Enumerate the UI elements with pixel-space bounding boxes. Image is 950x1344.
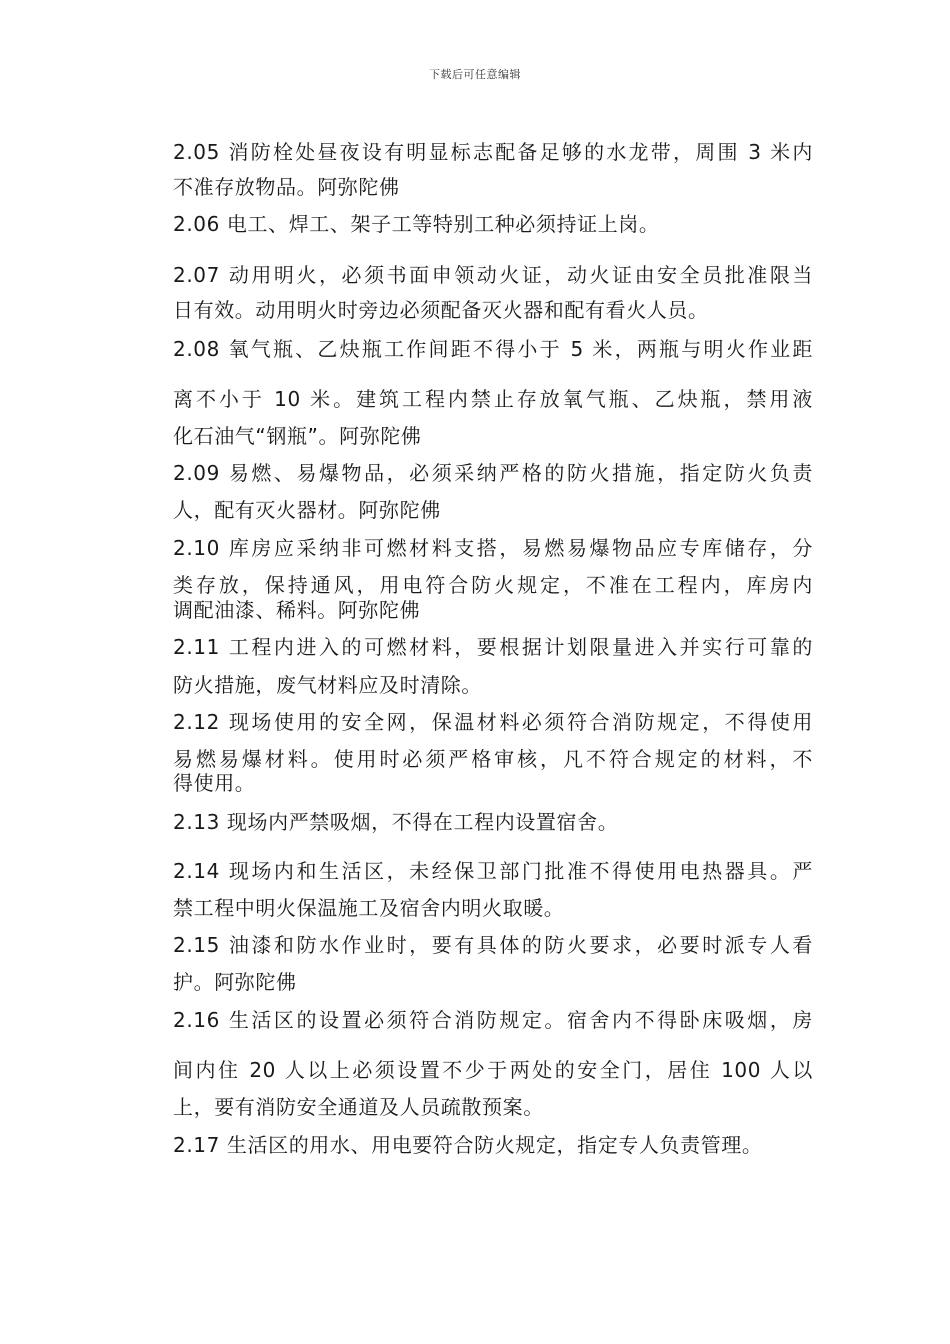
text-line: 2.07 动用明火，必须书面申领动火证，动火证由安全员批准限当 xyxy=(173,263,813,287)
text-line: 日有效。动用明火时旁边必须配备灭火器和配有看火人员。 xyxy=(173,298,709,322)
text-line: 2.13 现场内严禁吸烟，不得在工程内设置宿舍。 xyxy=(173,810,619,834)
text-line: 调配油漆、稀料。阿弥陀佛 xyxy=(173,598,421,622)
text-line: 2.14 现场内和生活区，未经保卫部门批准不得使用电热器具。严 xyxy=(173,859,813,883)
page-header: 下载后可任意编辑 xyxy=(429,68,521,81)
text-line: 2.11 工程内进入的可燃材料，要根据计划限量进入并实行可靠的 xyxy=(173,635,813,659)
text-line: 2.10 库房应采纳非可燃材料支搭，易燃易爆物品应专库储存，分 xyxy=(173,536,813,560)
text-line: 易燃易爆材料。使用时必须严格审核，凡不符合规定的材料，不 xyxy=(173,747,813,771)
text-line: 2.06 电工、焊工、架子工等特别工种必须持证上岗。 xyxy=(173,212,660,236)
text-line: 类存放，保持通风，用电符合防火规定，不准在工程内，库房内 xyxy=(173,573,813,597)
text-line: 禁工程中明火保温施工及宿舍内明火取暖。 xyxy=(173,896,565,920)
text-line: 离不小于 10 米。建筑工程内禁止存放氧气瓶、乙炔瓶，禁用液 xyxy=(173,387,813,411)
text-line: 2.16 生活区的设置必须符合消防规定。宿舍内不得卧床吸烟，房 xyxy=(173,1008,813,1032)
text-line: 2.15 油漆和防水作业时，要有具体的防火要求，必要时派专人看 xyxy=(173,933,813,957)
text-line: 护。阿弥陀佛 xyxy=(173,970,297,994)
text-line: 防火措施，废气材料应及时清除。 xyxy=(173,673,482,697)
text-line: 得使用。 xyxy=(173,771,256,795)
text-line: 2.09 易燃、易爆物品，必须采纳严格的防火措施，指定防火负责 xyxy=(173,461,813,485)
text-line: 2.08 氧气瓶、乙炔瓶工作间距不得小于 5 米，两瓶与明火作业距 xyxy=(173,337,813,361)
text-line: 人，配有灭火器材。阿弥陀佛 xyxy=(173,498,441,522)
text-line: 2.12 现场使用的安全网，保温材料必须符合消防规定，不得使用 xyxy=(173,710,813,734)
text-line: 2.17 生活区的用水、用电要符合防火规定，指定专人负责管理。 xyxy=(173,1133,763,1157)
text-line: 2.05 消防栓处昼夜设有明显标志配备足够的水龙带，周围 3 米内 xyxy=(173,140,813,164)
text-line: 上，要有消防安全通道及人员疏散预案。 xyxy=(173,1095,544,1119)
text-line: 间内住 20 人以上必须设置不少于两处的安全门，居住 100 人以 xyxy=(173,1058,813,1082)
text-line: 不准存放物品。阿弥陀佛 xyxy=(173,175,400,199)
text-line: 化石油气“钢瓶”。阿弥陀佛 xyxy=(173,424,422,448)
